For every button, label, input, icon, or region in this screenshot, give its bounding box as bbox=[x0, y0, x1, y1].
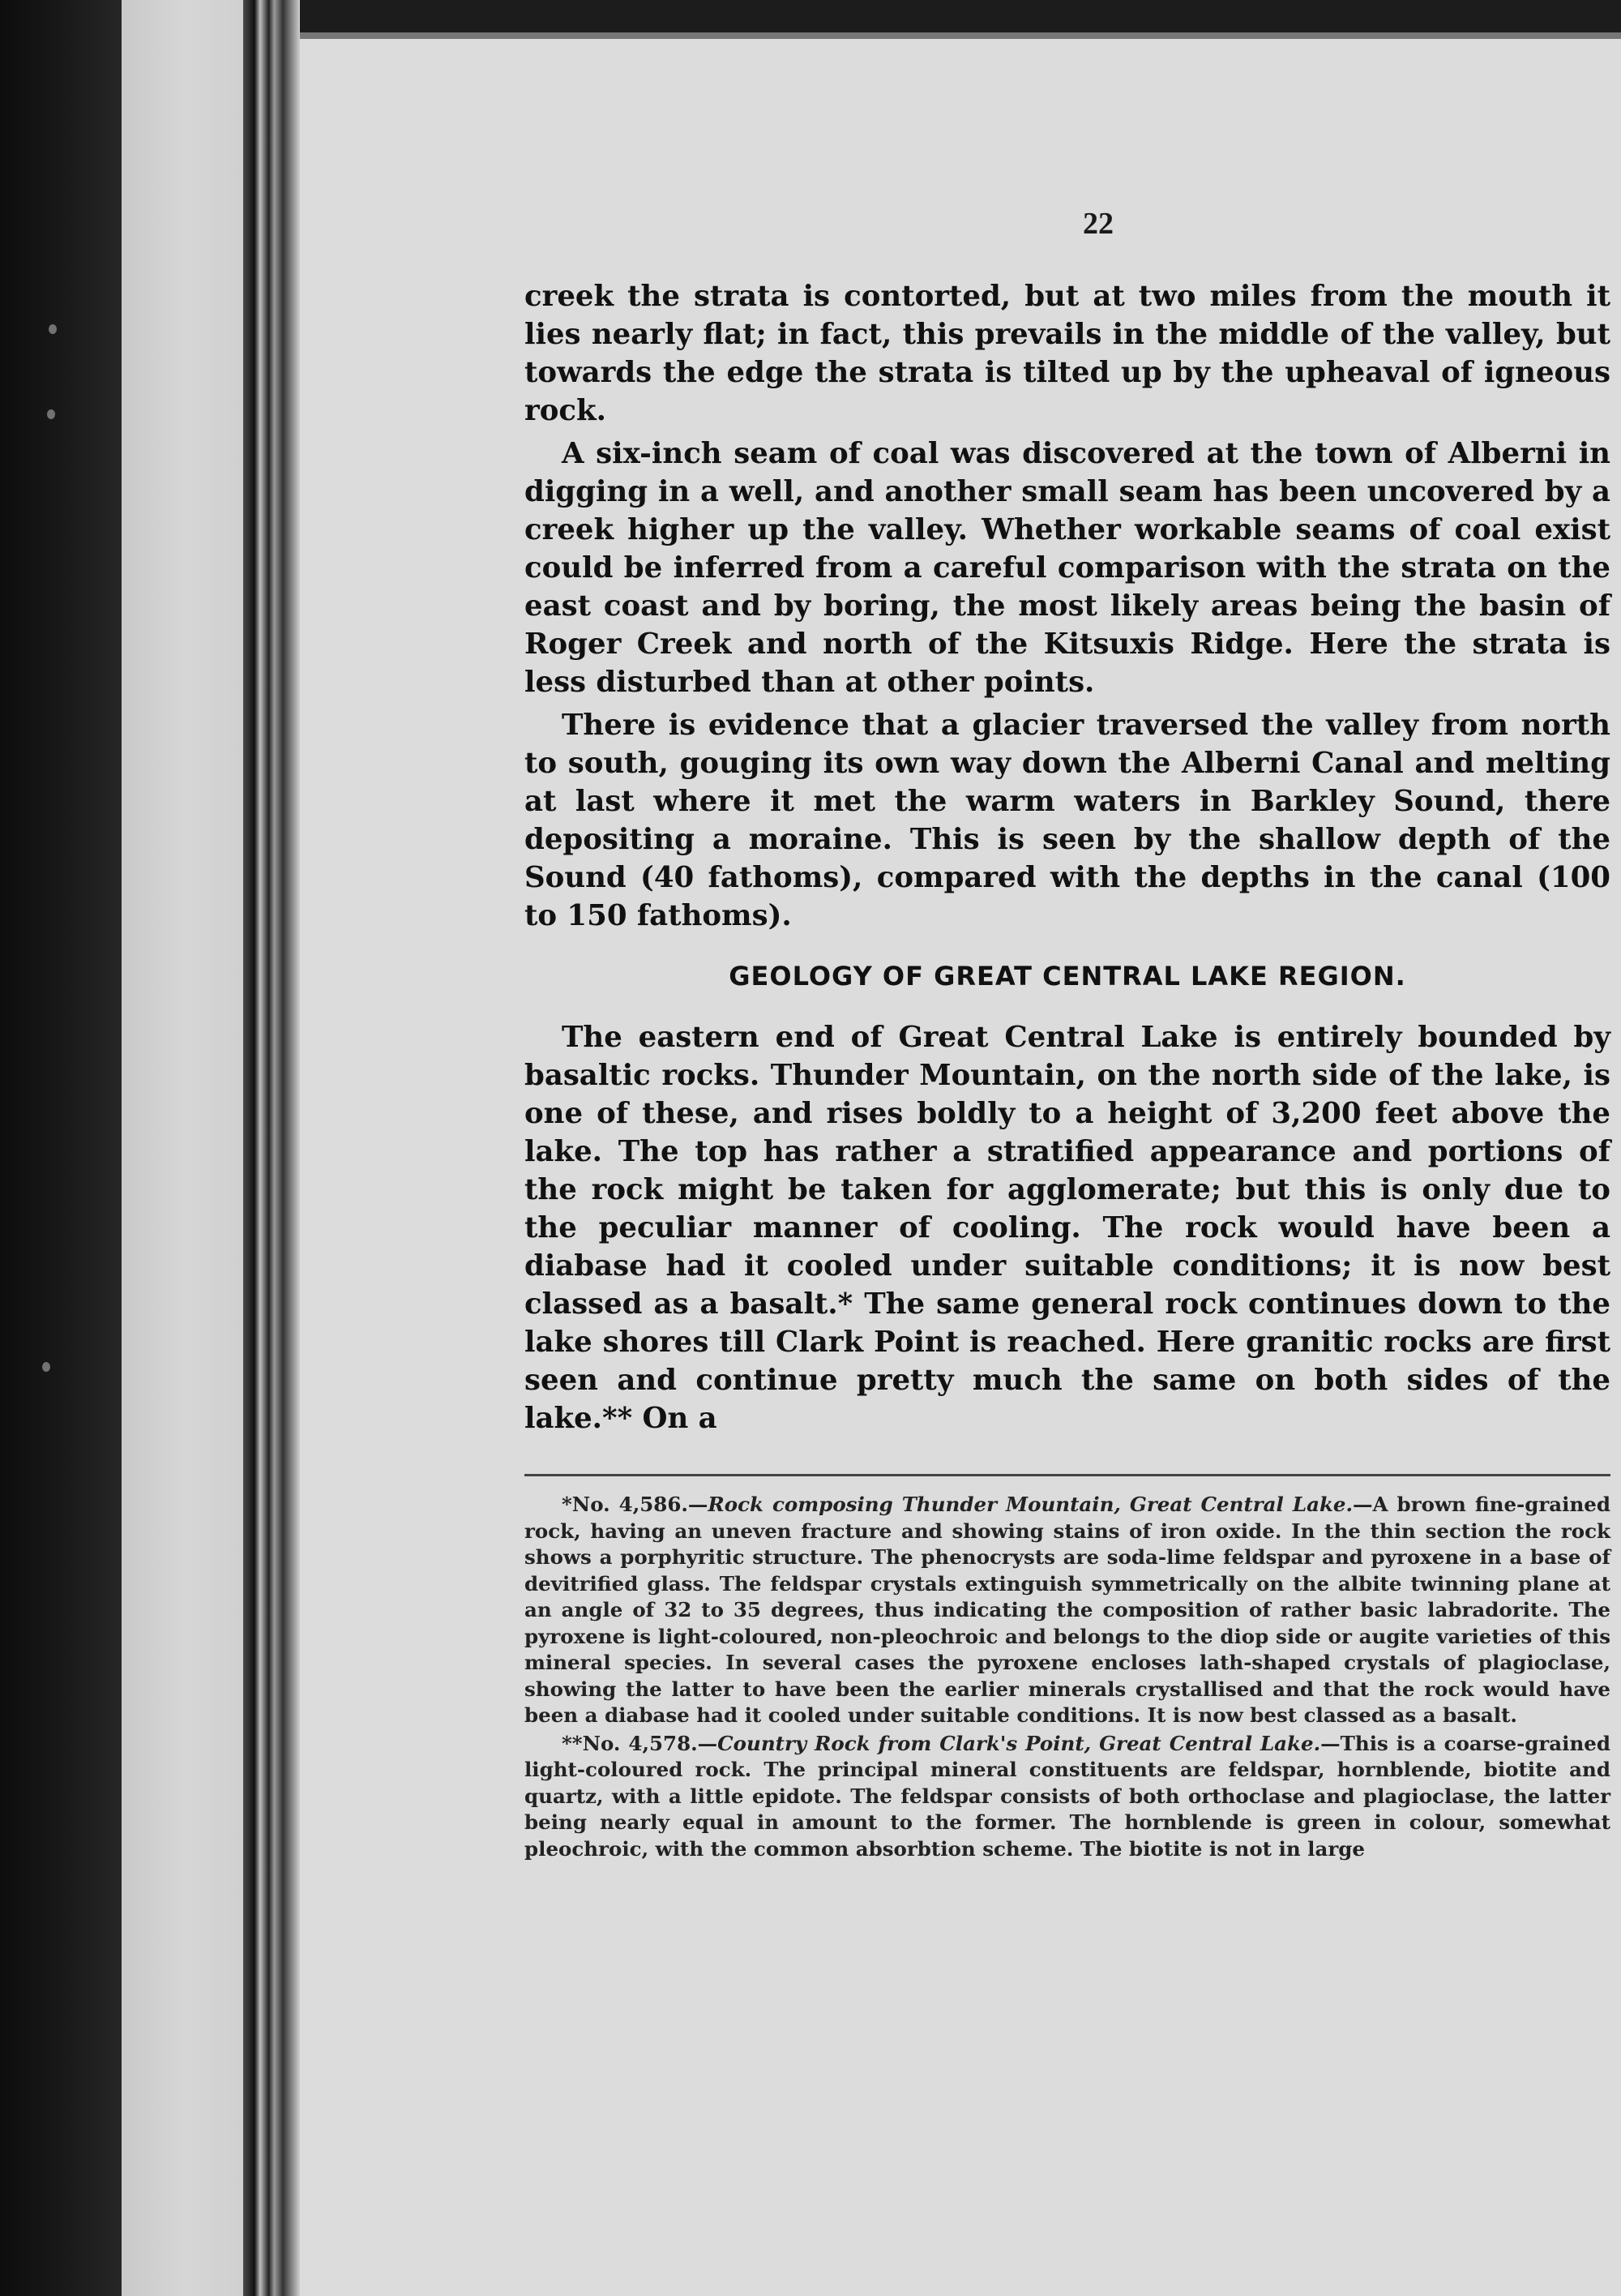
page-number: 22 bbox=[1083, 207, 1114, 241]
footnote-text: —A brown fine-grained rock, having an uneven fracture and showing stains of iron oxide. In the thin section the rock shows a porphyritic structure. The phenocrysts are soda-lime feldspar and pyroxene in a base of devitrified glass. The feldspar crystals extinguish symmetrically on the albite twinning plane at an angle of 32 to 35 degrees, thus indicating the composition of rather basic labradorite. The pyroxene is light-coloured, non-pleochroic and belongs to the diop side or augite varieties of this mineral species. In several cases the pyroxene encloses lath-shaped crystals of plagioclase, showing the latter to have been the earlier minerals crystallised and that the rock would have been a diabase had it cooled under suitable conditions. It is now best classed as a basalt. bbox=[524, 1493, 1610, 1727]
scanner-dark-margin bbox=[0, 0, 122, 2296]
dust-speck bbox=[49, 324, 57, 334]
book-spine bbox=[243, 0, 300, 2296]
paragraph: A six-inch seam of coal was discovered at the town of Alberni in digging in a well, and another small seam has been uncovered by a creek higher up the valley. Whether workable seams of coal exist could be inferred from a careful comparison with the strata on the east coast and by boring, the most likely areas being the basin of Roger Creek and north of the Kitsuxis Ridge. Here the strata is less disturbed than at other points. bbox=[524, 437, 1610, 699]
footnote bbox=[524, 1492, 1610, 1729]
paragraph: The eastern end of Great Central Lake is entirely bounded by basaltic rocks. Thunder Mountain, on the north side of the lake, is one of these, and rises boldly to a height of 3,200 feet above the lake. The top has rather a stratified appearance and portions of the rock might be taken for agglomerate; but this is only due to the peculiar manner of cooling. The rock would have been a diabase had it cooled under suitable conditions; it is now best classed as a basalt.* The same general rock continues down to the lake shores till Clark Point is reached. Here granitic rocks are first seen and continue pretty much the same on both sides of the lake.** On a bbox=[524, 1021, 1610, 1435]
footnote-marker: **No. 4,578.— bbox=[562, 1731, 718, 1755]
paragraph: There is evidence that a glacier traversed the valley from north to south, gouging its own way down the Alberni Canal and melting at last where it met the warm waters in Barkley Sound, there depositing a moraine. This is seen by the shallow depth of the Sound (40 fathoms), compared with the depths in the canal (100 to 150 fathoms). bbox=[524, 709, 1610, 932]
dust-speck bbox=[47, 409, 55, 419]
facing-page-edge bbox=[122, 0, 251, 2296]
footnote-text: —This is a coarse-grained light-coloured rock. The principal mineral constituents are feldspar, hornblende, biotite and quartz, with a little epidote. The feldspar consists of both orthoclase and plagioclase, the latter being nearly equal in amount to the former. The hornblende is green in colour, somewhat pleochroic, with the common absorbtion scheme. The biotite is not in large bbox=[524, 1731, 1610, 1861]
footnote-marker: *No. 4,586.— bbox=[562, 1493, 708, 1516]
footnote bbox=[524, 1731, 1610, 1863]
footnote-title: Rock composing Thunder Mountain, Great Central Lake. bbox=[708, 1493, 1354, 1516]
page-top-edge bbox=[300, 32, 1621, 39]
footnote-divider bbox=[524, 1474, 1610, 1476]
document-page bbox=[300, 32, 1621, 2296]
footnote-title: Country Rock from Clark's Point, Great Central Lake. bbox=[717, 1731, 1321, 1755]
paragraph: creek the strata is contorted, but at two miles from the mouth it lies nearly flat; in fact, this prevails in the middle of the valley, but towards the edge the strata is tilted up by the upheaval of igneous rock. bbox=[524, 280, 1610, 427]
body-text bbox=[524, 277, 1610, 1442]
section-heading: GEOLOGY OF GREAT CENTRAL LAKE REGION. bbox=[729, 961, 1406, 992]
footnotes bbox=[524, 1492, 1610, 1864]
dust-speck bbox=[42, 1362, 50, 1372]
